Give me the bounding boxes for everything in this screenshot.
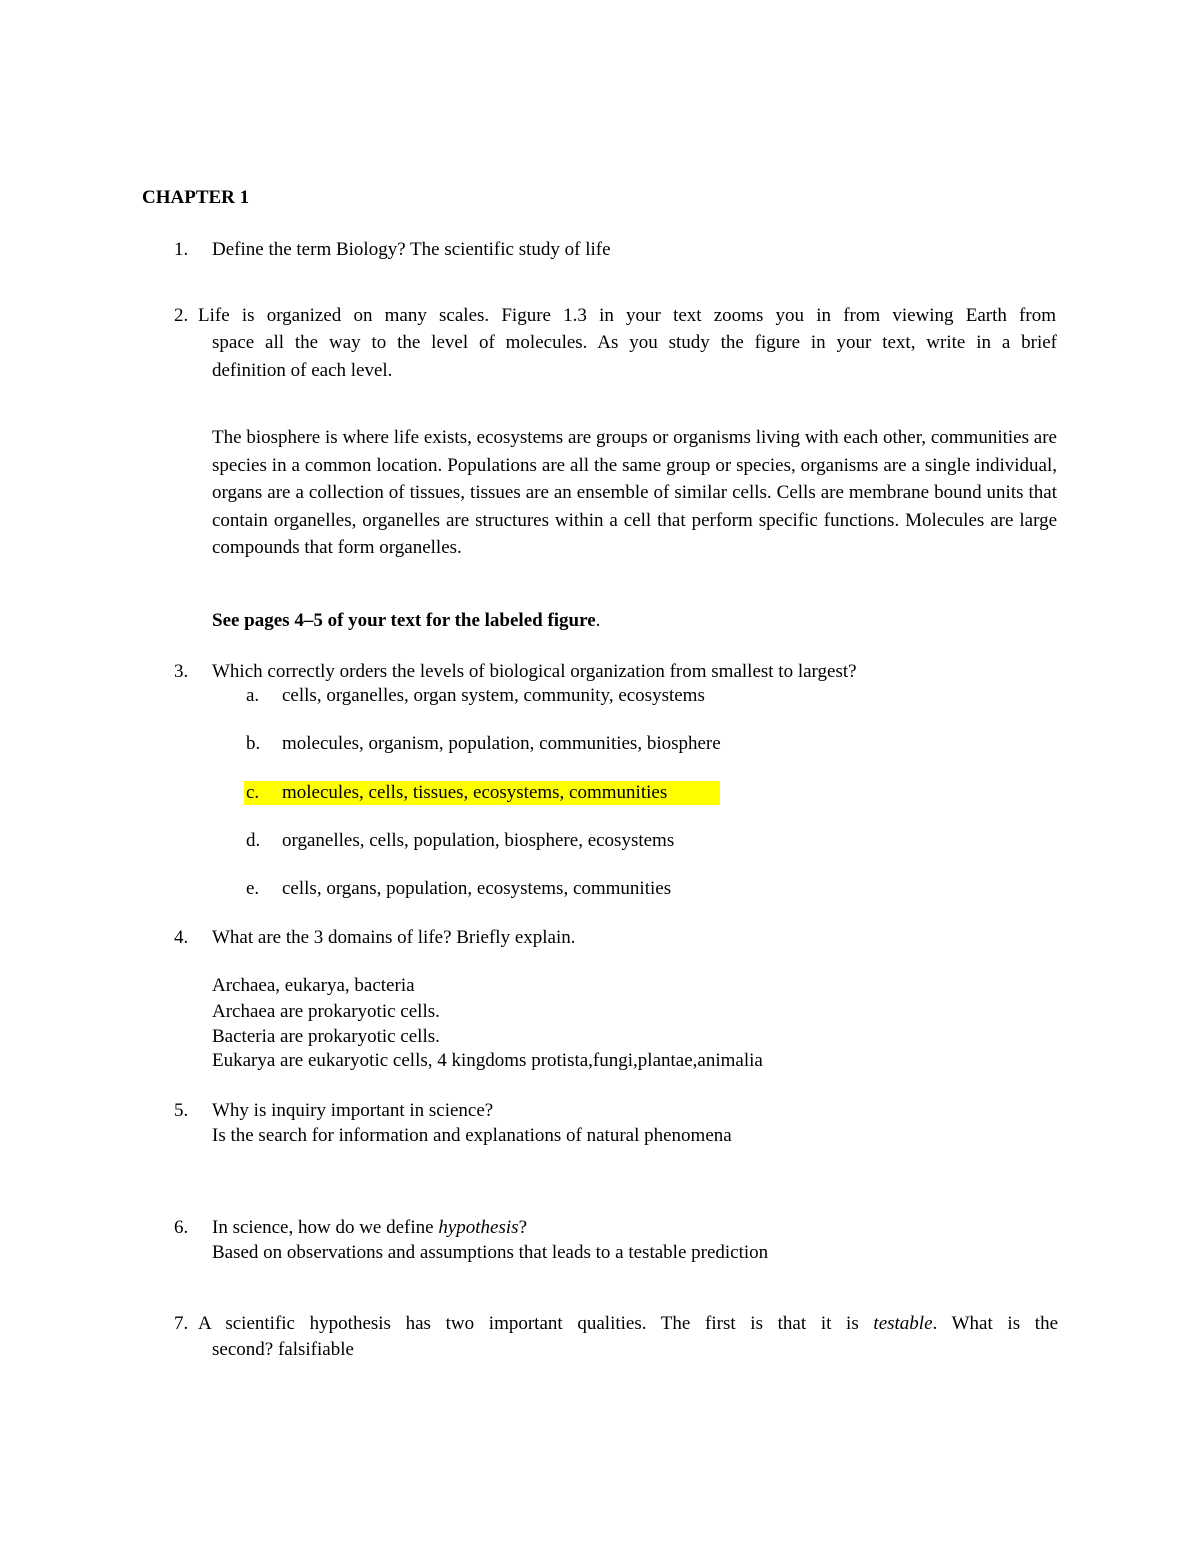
q7-line1-end: . What is the [932, 1313, 1058, 1334]
q7-line1 [198, 1312, 1058, 1336]
q4-text: What are the 3 domains of life? Briefly explain. [212, 927, 576, 948]
q3-option-b-text: molecules, organism, population, communities, biosphere [282, 733, 721, 754]
chapter-heading: CHAPTER 1 [142, 187, 250, 208]
q2-note-end: . [595, 610, 601, 631]
q2-answer: The biosphere is where life exists, ecosystems are groups or organisms living with each other, communities are species in a common location. Populations are all the same group or species, organisms are a single individual, organs are a collection of tissues, tissues are an ensemble of similar cells. Cells are membrane bound units that contain organelles, organelles are structures within a cell that perform specific functions. Molecules are large compounds that form organelles. [212, 427, 1057, 558]
q3-option-d-text: organelles, cells, population, biosphere, ecosystems [282, 830, 675, 851]
q7-number: 7. [174, 1313, 189, 1334]
q3-option-e-letter: e. [246, 878, 260, 899]
q6-number: 6. [174, 1217, 189, 1238]
q3-option-a-letter: a. [246, 685, 260, 706]
q7-line2: second? falsifiable [212, 1339, 354, 1360]
q3-option-b-letter: b. [246, 733, 261, 754]
q6-term-hypothesis: hypothesis [438, 1217, 519, 1238]
q2-line1: Life is organized on many scales. Figure 1.3 in your text zooms you in from viewing Earth from [198, 305, 1056, 326]
q3-option-c-text: molecules, cells, tissues, ecosystems, communities [282, 782, 668, 803]
q5-number: 5. [174, 1100, 189, 1121]
q4-answer-line: Bacteria are prokaryotic cells. [212, 1026, 440, 1047]
q2-line3: definition of each level. [212, 360, 393, 381]
q2-note [212, 609, 600, 633]
q1-number: 1. [174, 239, 189, 260]
q7-term-testable: testable [873, 1313, 933, 1334]
q7-line1-start: A scientific hypothesis has two important qualities. The first is that it is [198, 1313, 874, 1334]
q6-answer: Based on observations and assumptions that leads to a testable prediction [212, 1242, 769, 1263]
q5-text: Why is inquiry important in science? [212, 1100, 494, 1121]
q4-number: 4. [174, 927, 189, 948]
q4-answer-line: Archaea are prokaryotic cells. [212, 1001, 440, 1022]
q4-answer-line: Archaea, eukarya, bacteria [212, 975, 415, 996]
q2-note-bold: See pages 4–5 of your text for the labeled figure [212, 610, 596, 631]
q6-text [212, 1216, 527, 1240]
q3-number: 3. [174, 661, 189, 682]
q5-answer: Is the search for information and explanations of natural phenomena [212, 1125, 732, 1146]
q1-text: Define the term Biology? The scientific study of life [212, 239, 611, 260]
q6-text-start: In science, how do we define [212, 1217, 439, 1238]
q2-line2: space all the way to the level of molecules. As you study the figure in your text, write in a brief [212, 332, 1057, 353]
q3-option-e-text: cells, organs, population, ecosystems, communities [282, 878, 672, 899]
q3-option-d-letter: d. [246, 830, 261, 851]
q3-option-a-text: cells, organelles, organ system, community, ecosystems [282, 685, 705, 706]
q2-number: 2. [174, 305, 189, 326]
q4-answer-line: Eukarya are eukaryotic cells, 4 kingdoms protista,fungi,plantae,animalia [212, 1050, 763, 1071]
q6-text-end: ? [518, 1217, 527, 1238]
q3-option-c-letter: c. [246, 782, 260, 803]
q3-text: Which correctly orders the levels of biological organization from smallest to largest? [212, 661, 857, 682]
